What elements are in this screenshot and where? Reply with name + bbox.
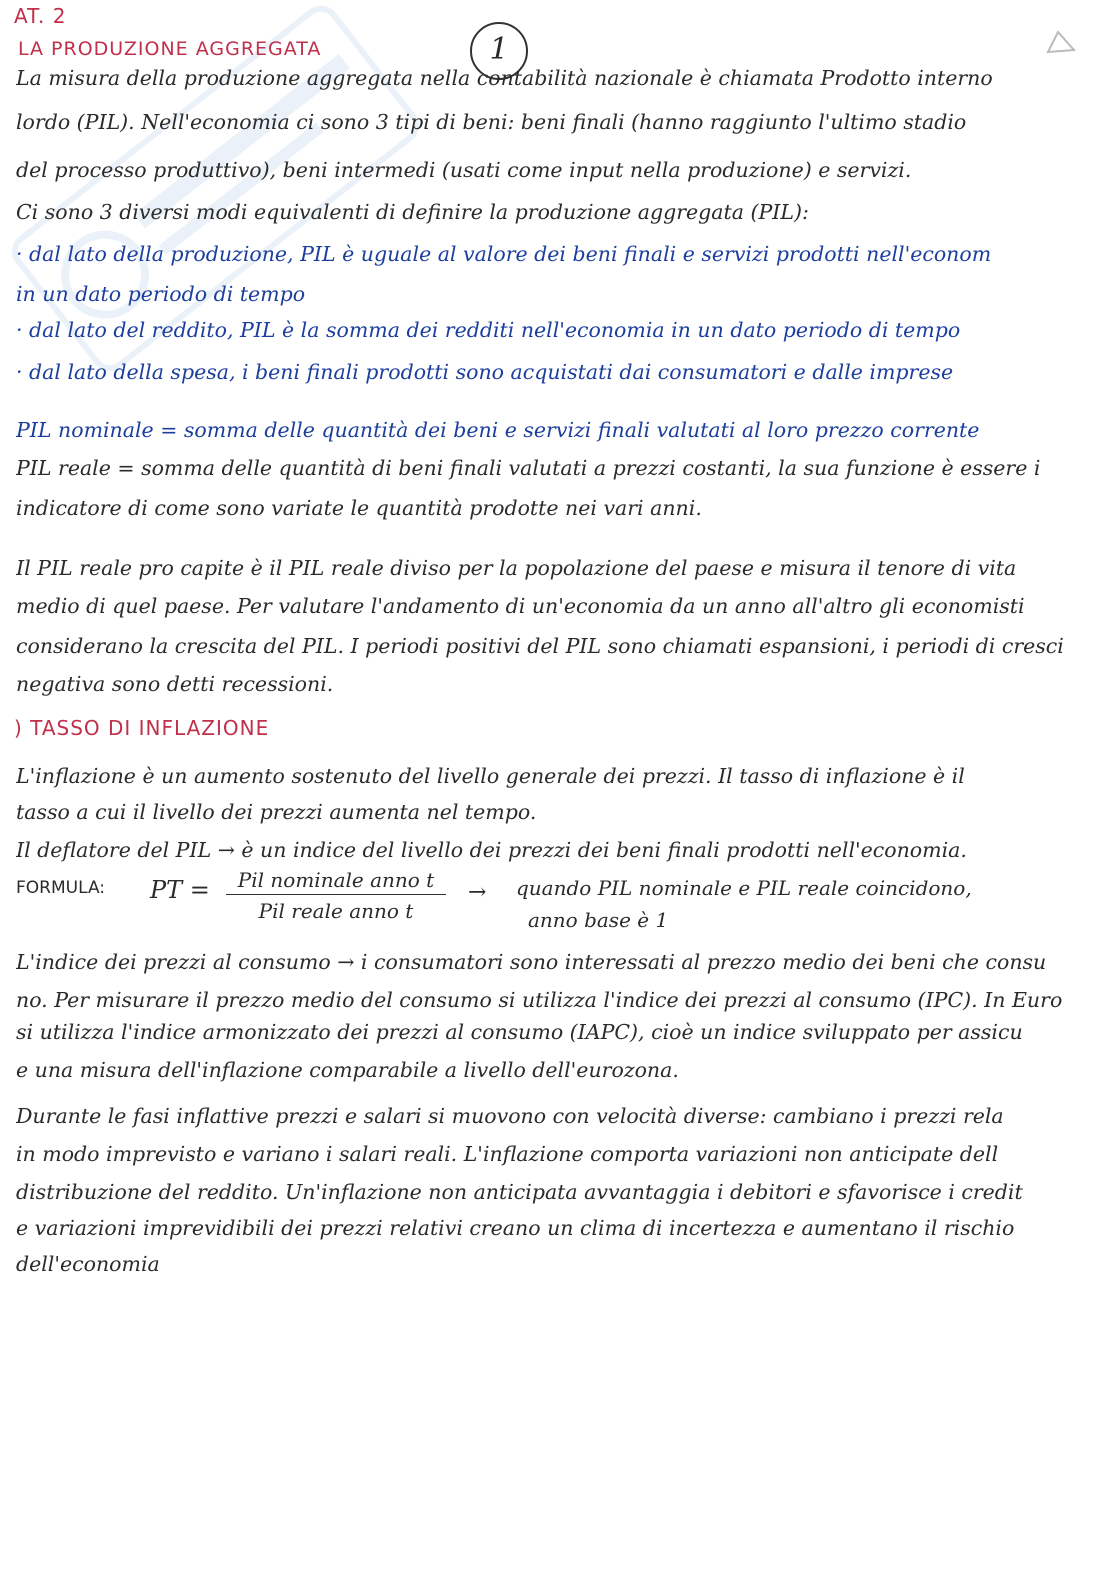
text-line: dell'economia: [16, 1252, 160, 1276]
page-title: LA PRODUZIONE AGGREGATA: [18, 38, 322, 60]
text-line: del processo produttivo), beni intermedi (usati come input nella produzione) e servizi.: [16, 158, 912, 182]
text-line: lordo (PIL). Nell'economia ci sono 3 tipi di beni: beni finali (hanno raggiunto l'ultimo stadio: [16, 110, 967, 134]
text-line: in un dato periodo di tempo: [16, 282, 306, 306]
text-line: L'indice dei prezzi al consumo → i consumatori sono interessati al prezzo medio dei beni che consu: [16, 950, 1047, 974]
formula-label: FORMULA:: [16, 878, 106, 898]
text-line: · dal lato della spesa, i beni finali prodotti sono acquistati dai consumatori e dalle imprese: [16, 360, 954, 384]
text-line: distribuzione del reddito. Un'inflazione non anticipata avvantaggia i debitori e sfavorisce i credit: [16, 1180, 1023, 1204]
text-line: considerano la crescita del PIL. I periodi positivi del PIL sono chiamati espansioni, i periodi di cresci: [16, 634, 1064, 658]
formula-note: quando PIL nominale e PIL reale coincidono,: [516, 876, 972, 900]
section-heading: ) TASSO DI INFLAZIONE: [14, 716, 270, 740]
formula-fraction: [226, 868, 446, 923]
deflator-formula: [16, 868, 1106, 938]
text-line: PIL nominale = somma delle quantità dei beni e servizi finali valutati al loro prezzo corrente: [16, 418, 980, 442]
formula-lhs: PT =: [150, 876, 210, 904]
text-line: Il deflatore del PIL → è un indice del livello dei prezzi dei beni finali prodotti nell'economia.: [16, 838, 967, 862]
text-line: L'inflazione è un aumento sostenuto del livello generale dei prezzi. Il tasso di inflazione è il: [16, 764, 965, 788]
text-line: Il PIL reale pro capite è il PIL reale diviso per la popolazione del paese e misura il tenore di vita: [16, 556, 1017, 580]
text-line: Ci sono 3 diversi modi equivalenti di definire la produzione aggregata (PIL):: [16, 200, 809, 224]
formula-denominator: Pil reale anno t: [258, 899, 414, 923]
text-line: no. Per misurare il prezzo medio del consumo si utilizza l'indice dei prezzi al consumo (IPC). In Euro: [16, 988, 1063, 1012]
text-line: · dal lato della produzione, PIL è uguale al valore dei beni finali e servizi prodotti nell'econom: [16, 242, 992, 266]
text-line: PIL reale = somma delle quantità di beni finali valutati a prezzi costanti, la sua funzione è essere i: [16, 456, 1041, 480]
text-line: Durante le fasi inflattive prezzi e salari si muovono con velocità diverse: cambiano i prezzi rela: [16, 1104, 1004, 1128]
chapter-label: AT. 2: [14, 4, 67, 28]
text-line: in modo imprevisto e variano i salari reali. L'inflazione comporta variazioni non anticipate dell: [16, 1142, 999, 1166]
text-line: si utilizza l'indice armonizzato dei prezzi al consumo (IAPC), cioè un indice sviluppato per assicu: [16, 1020, 1023, 1044]
corner-doodle-icon: [1044, 28, 1078, 56]
formula-note: anno base è 1: [528, 908, 669, 932]
formula-numerator: Pil nominale anno t: [226, 868, 446, 895]
text-line: tasso a cui il livello dei prezzi aumenta nel tempo.: [16, 800, 537, 824]
page-number: 1: [470, 22, 528, 80]
text-line: La misura della produzione aggregata nella contabilità nazionale è chiamata Prodotto interno: [16, 66, 993, 90]
text-line: negativa sono detti recessioni.: [16, 672, 334, 696]
text-line: e una misura dell'inflazione comparabile a livello dell'eurozona.: [16, 1058, 679, 1082]
text-line: medio di quel paese. Per valutare l'andamento di un'economia da un anno all'altro gli economisti: [16, 594, 1025, 618]
text-line: e variazioni imprevidibili dei prezzi relativi creano un clima di incertezza e aumentano il rischio: [16, 1216, 1015, 1240]
arrow-right-icon: →: [468, 880, 487, 905]
text-line: indicatore di come sono variate le quantità prodotte nei vari anni.: [16, 496, 702, 520]
text-line: · dal lato del reddito, PIL è la somma dei redditi nell'economia in un dato periodo di tempo: [16, 318, 961, 342]
